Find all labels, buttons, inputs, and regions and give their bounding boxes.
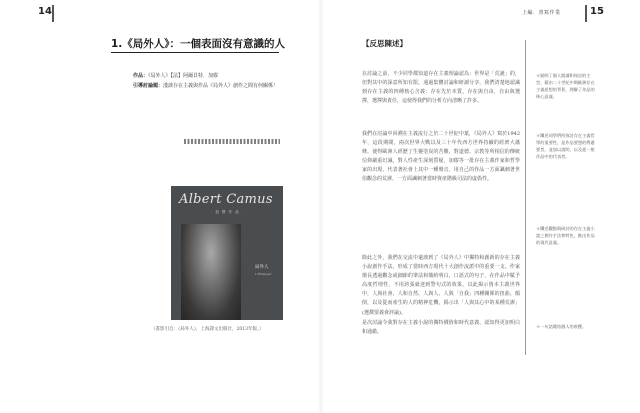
cover-author: Albert Camus	[179, 192, 273, 207]
work-value: 《局外人》【法】阿爾貝特．加繆	[148, 73, 219, 79]
work-label: 作品：	[133, 73, 149, 79]
section-title: 1.《局外人》：一個表面沒有意識的人	[111, 38, 286, 50]
work-info	[133, 72, 283, 80]
right-header-bar	[585, 5, 587, 22]
right-page-number: 15	[590, 6, 604, 17]
body-paragraph: 在討論之前，不少同學都知道存在主義理論認為：世界是「荒誕」的，但對其中的深意所知有限。通過集體討論和研讀分享，我們清楚地認識到存在主義的四種核心含義：存在先於本質，存在與自由，自由與選擇，選擇與責任，這使得我們的分析方向清晰了許多。	[362, 71, 520, 105]
image-caption: （書影引自：《局外人》，上海譯文出版社，2013年版。）	[151, 327, 264, 332]
question-label: 引導討論題：	[133, 83, 164, 89]
margin-note: ＊闡述同學們所探討存在主義哲學的重要性，是作品要想的傳遞要旨，並加以說明，以及從一般作品中的代表者。	[536, 133, 595, 159]
margin-note: ＊一句話總結個人的收穫。	[536, 324, 587, 329]
body-paragraph: 除此之外，我們在交流中還談到了《局外人》中獨特和創新的存在主義小說創作手法，形成了當時西方現代十大創作流派中的重要一支。作家擅長透過觀念或細節的筆法和簡約明白，口語式的句子，在作品中賦予高度哲理性，不用誇張就達到警句式的效果，以此揭示資本主義世界中，人與社會、人和自然、人與人、人與「自我」四種關係的扭曲、顛倒，以及從而產生的人的精神危機，揭示出「人與其心中的某種荒謬」(選撰要義會評論)。	[362, 255, 520, 316]
left-header-bar	[52, 5, 54, 22]
left-page-number: 14	[38, 6, 52, 17]
cover-title: 局外人	[255, 265, 269, 270]
reflection-heading: 【反思陳述】	[362, 39, 407, 48]
question-value: 淺談存在主義與作品《局外人》創作之間有何關係！	[163, 83, 279, 89]
section-title-underline	[111, 52, 279, 53]
body-paragraph: 是次討論令我對存在主義小說的獨特價值和時代意義，認知得更加明白和通徹。	[362, 320, 520, 336]
margin-note: ＊點明了個人閱讀和探討的主旨，藉由二十世紀中期歐洲存在主義思想的背景，理解了作品的核心意義。	[536, 73, 595, 99]
spine-shadow	[318, 0, 324, 413]
discussion-question	[133, 82, 283, 90]
cover-title-sub: L'Étranger	[255, 272, 272, 276]
margin-divider	[525, 40, 526, 355]
body-paragraph: 我們在討論中回溯在主義流行之於二十世紀中葉，《局外人》寫於1942年，這段期間，兩次世界大戰以及三十年代西方世界持續的經濟大蕭條，使得歐洲人經歷了生靈塗炭的苦難，對道德、宗教等所相信的傳統信仰嚴重幻滅，對人性產生深刻質疑，加繆等一批存在主義作家和哲學家的出現，代表著社會上其中一種聲音，用自己的作品一方面諷刺著世俗觀念的荒謬，一方面諷刺著當時資產階級司法的虛偽性。	[362, 131, 520, 183]
author-portrait	[181, 224, 241, 320]
book-cover-image	[171, 186, 283, 320]
cover-subtitle: · 加 繆 作 品 ·	[211, 210, 244, 214]
running-head: 上編．書寫作業	[522, 10, 561, 16]
decorative-divider	[184, 139, 280, 144]
margin-note: ＊闡述觀點與研討的存在主義小說之創作手法和特色，點出作品的現代意義。	[536, 226, 595, 245]
